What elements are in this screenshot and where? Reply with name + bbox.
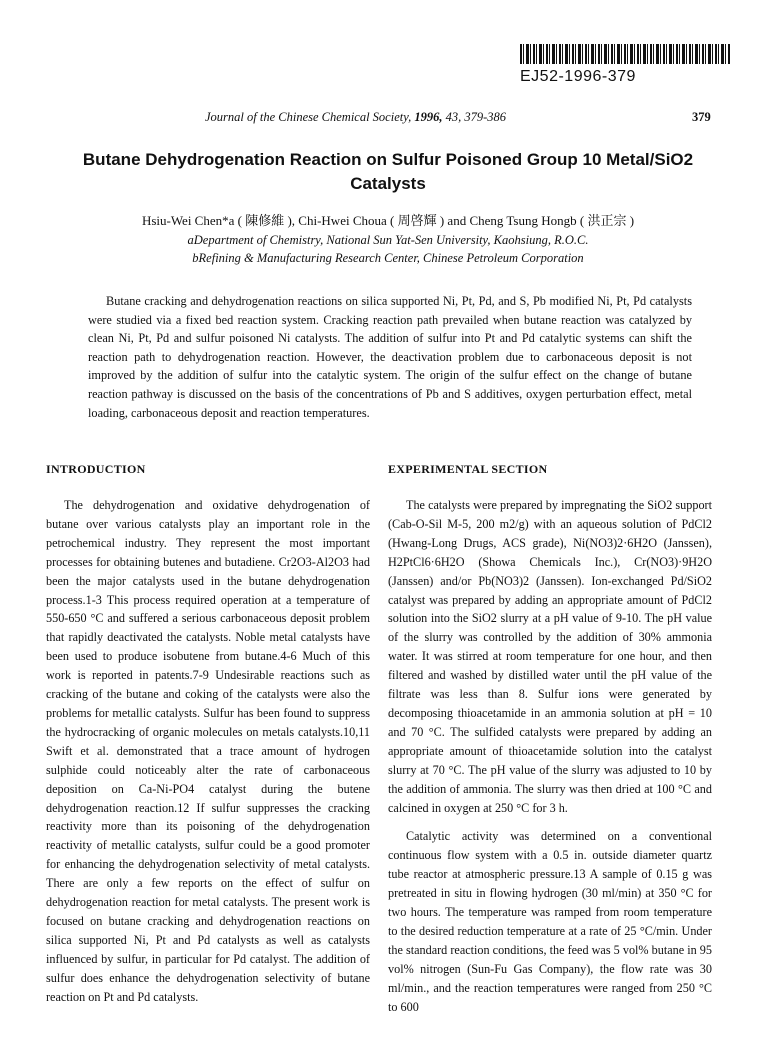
introduction-paragraph: The dehydrogenation and oxidative dehydrogenation of butane over various catalysts play an important role in the petrochemical industry. They represent the most important processes for obtaining butenes and butadiene. Cr2O3-Al2O3 had been the major catalysts used in the butane dehydrogenation process.1-3 This process required operation at a temperature of 550-650 °C and suffered a serious carbonaceous deposit problem that rapidly deactivated the catalysts. Noble metal catalysts have been used to produce isobutene from butane.4-6 Much of this work is reported in patents.7-9 Undesirable reactions such as cracking of the butane and coking of the catalysts were also the problems for metallic catalysts. Sulfur has been found to suppress the hydrocracking of organic molecules on metals catalysts.10,11 Swift et al. demonstrated that a trace amount of hydrogen sulphide could noticeably alter the rate of carbonaceous deposition on Ca-Ni-PO4 catalyst during the butene dehydrogenation reaction.12 If sulfur suppresses the cracking reactivity more than its poisoning of the dehydrogenation reactivity of metallic catalysts, sulfur could be a good promoter for enhancing the dehydrogenation selectivity of metal catalysts. There are only a few reports on the effect of sulfur on dehydrogenation reaction for metal catalysts. The present work is focused on butane cracking and dehydrogenation reactions on silica supported Ni, Pt and Pd catalysts as well as catalysts influenced by sulfur, in particular for Pd catalyst. The addition of sulfur does enhance the dehydrogenation selectivity of butane reaction on Pt and Pd catalysts. [46, 498, 370, 1004]
experimental-paragraph-1: The catalysts were prepared by impregnating the SiO2 support (Cab-O-Sil M-5, 200 m2/g) with an aqueous solution of PdCl2 (Hwang-Long Drugs, ACS grade), Ni(NO3)2·6H2O (Janssen), H2PtCl6·6H2O (Showa Chemicals Inc.), Cr(NO3)·9H2O (Janssen) and/or Pb(NO3)2 (Janssen). Ion-exchanged Pd/SiO2 catalyst was prepared by adding an appropriate amount of PdCl2 solution into the SiO2 slurry at a pH value of 9-10. The pH value of the slurry was controlled by the addition of 30% ammonia water. It was stirred at room temperature for one hour, and then filtered and washed by distilled water until the pH value of the filtrate was less than 8. Sulfur ions were generated by decomposing thioacetamide in an ammonia solution at pH = 10 and 70 °C. The sulfided catalysts were prepared by adding an appropriate amount of thioacetamide solution into the catalyst slurry at 70 °C. The pH value of the slurry was adjusted to 10 by the addition of ammonia. The slurry was then dried at 100 °C and calcined in oxygen at 250 °C for 3 h. [388, 498, 712, 815]
page-number: 379 [692, 110, 711, 124]
journal-citation [205, 110, 506, 125]
experimental-paragraph-2: Catalytic activity was determined on a conventional continuous flow system with a 0.5 in. outside diameter quartz tube reactor at atmospheric pressure.13 A sample of 0.15 g was pretreated in situ in flowing hydrogen (30 ml/min) at 350 °C for two hours. The temperature was ramped from room temperature to the desired reduction temperature at a rate of 25 °C/min. Under the standard reaction conditions, the feed was 5 vol% butane in 95 vol% nitrogen (Sun-Fu Gas Company), the flow rate was 30 ml/min., and the reaction temperatures were ranged from 250 °C to 600 [388, 829, 712, 1014]
affiliation-a: aDepartment of Chemistry, National Sun Yat-Sen University, Kaohsiung, R.O.C. [187, 233, 589, 247]
affiliation-b: bRefining & Manufacturing Research Center, Chinese Petroleum Corporation [192, 251, 584, 265]
journal-volume: 43, [445, 110, 462, 124]
abstract: Butane cracking and dehydrogenation reactions on silica supported Ni, Pt, Pd, and S, Pb modified Ni, Pt, Pd catalysts were studied via a fixed bed reaction system. Cracking reaction path prevailed when butane reaction was catalyzed by clean Ni, Pt, Pd and sulfur poisoned Ni catalysts. The addition of sulfur into Pt and Pd catalytic systems can shift the reaction path to dehydrogenation reaction. However, the deactivation problem due to carbonaceous deposit is not improved by the addition of sulfur into the catalytic system. The origin of the sulfur effect on the change of butane reaction pathway is discussed on the basis of the concentrations of Pb and S additives, oxygen perturbation effect, metal loading, carbonaceous deposit and reaction temperatures. [88, 294, 692, 420]
introduction-heading: INTRODUCTION [46, 462, 146, 476]
paper-title: Butane Dehydrogenation Reaction on Sulfur Poisoned Group 10 Metal/SiO2 Catalysts [82, 150, 694, 193]
journal-name: Journal of the Chinese Chemical Society, [205, 110, 412, 124]
document-id: EJ52-1996-379 [520, 68, 636, 85]
experimental-column [388, 496, 712, 1016]
journal-pages: 379-386 [464, 110, 507, 124]
journal-year: 1996, [414, 110, 443, 124]
author-list: Hsiu-Wei Chen*a ( 陳修維 ), Chi-Hwei Choua ( 周啓輝 ) and Cheng Tsung Hongb ( 洪正宗 ) [141, 213, 635, 228]
experimental-heading: EXPERIMENTAL SECTION [388, 462, 548, 476]
barcode [520, 44, 730, 64]
introduction-column [46, 496, 370, 1006]
